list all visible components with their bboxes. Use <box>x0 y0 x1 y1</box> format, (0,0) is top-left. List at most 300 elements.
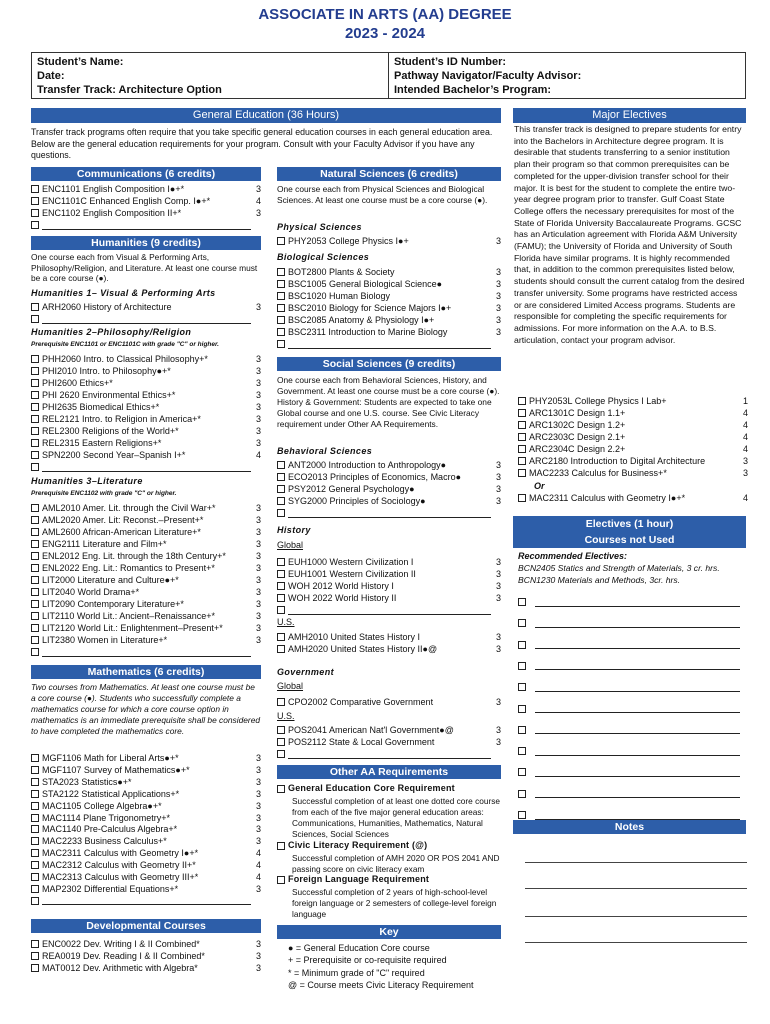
course-checkbox[interactable] <box>31 451 39 459</box>
course-checkbox[interactable] <box>277 645 285 653</box>
course-credits: 3 <box>255 587 261 597</box>
write-in-line[interactable] <box>42 315 251 324</box>
course-checkbox[interactable] <box>31 849 39 857</box>
course-row <box>277 592 501 604</box>
course-checkbox[interactable] <box>277 594 285 602</box>
course-name: BSC1020 Human Biology <box>288 291 391 301</box>
course-credits: 3 <box>255 939 261 949</box>
course-checkbox[interactable] <box>31 964 39 972</box>
elective-checkbox[interactable] <box>518 619 526 627</box>
requirement-description: Successful completion of at least one dotted core course from each of the five major general education areas: Communications, Humanities, Mathematics, Natural Sciences, Social Sciences <box>292 796 501 839</box>
elective-write-in-row <box>518 660 750 672</box>
course-row <box>31 502 261 514</box>
requirement-checkbox[interactable] <box>277 876 285 884</box>
blank-course-row <box>31 461 261 473</box>
course-checkbox[interactable] <box>31 504 39 512</box>
elective-checkbox[interactable] <box>518 726 526 734</box>
course-credits: 3 <box>255 539 261 549</box>
course-checkbox[interactable] <box>31 185 39 193</box>
course-checkbox[interactable] <box>31 576 39 584</box>
write-in-line[interactable] <box>288 750 491 759</box>
course-row <box>31 437 261 449</box>
course-checkbox[interactable] <box>31 861 39 869</box>
course-name: PHY2053 College Physics I●+ <box>288 236 409 246</box>
course-checkbox[interactable] <box>31 885 39 893</box>
behavioral-sciences-heading: Behavioral Sciences <box>277 446 373 456</box>
course-checkbox[interactable] <box>31 391 39 399</box>
course-name: EUH1001 Western Civilization II <box>288 569 416 579</box>
elective-checkbox[interactable] <box>518 790 526 798</box>
write-in-line[interactable] <box>288 606 491 615</box>
course-credits: 3 <box>495 569 501 579</box>
course-checkbox[interactable] <box>31 814 39 822</box>
blank-course-row <box>277 338 501 350</box>
course-name: LIT2090 Contemporary Literature+* <box>42 599 184 609</box>
course-credits: 3 <box>255 623 261 633</box>
course-name: AML2600 African-American Literature+* <box>42 527 201 537</box>
course-row <box>31 538 261 550</box>
course-checkbox[interactable] <box>277 316 285 324</box>
write-in-line[interactable] <box>535 640 740 649</box>
course-name: SPN2200 Second Year–Spanish I+* <box>42 450 186 460</box>
transfer-track-label: Transfer Track: Architecture Option <box>37 84 222 96</box>
write-in-line[interactable] <box>535 811 740 820</box>
blank-course-row <box>31 895 261 907</box>
course-name: POS2112 State & Local Government <box>288 737 435 747</box>
course-checkbox[interactable] <box>277 304 285 312</box>
course-row <box>277 266 501 278</box>
course-credits: 3 <box>495 581 501 591</box>
course-checkbox[interactable] <box>31 873 39 881</box>
requirement-checkbox[interactable] <box>277 785 285 793</box>
course-name: ARC2303C Design 2.1+ <box>529 432 626 442</box>
course-credits: 3 <box>255 563 261 573</box>
course-credits: 3 <box>255 788 261 799</box>
recommended-elective-2: BCN1230 Materials and Methods, 3cr. hrs. <box>518 575 681 585</box>
course-checkbox[interactable] <box>31 648 39 656</box>
course-checkbox[interactable] <box>31 778 39 786</box>
or-label: Or <box>534 481 545 491</box>
course-credits: 1 <box>742 396 748 406</box>
course-checkbox[interactable] <box>277 461 285 469</box>
course-credits: 3 <box>495 725 501 735</box>
course-row <box>277 736 501 748</box>
key-item: ● = General Education Core course <box>288 943 430 953</box>
write-in-line[interactable] <box>535 683 740 692</box>
course-credits: 3 <box>255 824 261 835</box>
course-name: LIT2040 World Drama+* <box>42 587 140 597</box>
course-checkbox[interactable] <box>31 427 39 435</box>
course-checkbox[interactable] <box>518 494 526 502</box>
major-electives-intro: This transfer track is designed to prepare students for entry into the Bachelors in Architecture degree program. It is desirable that students transferring to a senior institution plan their program so that common prerequisites can be completed for the upper-division transfer school for their major. It is best for the student to complete the entire two-year degree program prior to transfer. Gulf Coast State College offers the necessary prerequisites for most of the State of Florida University Baccalaureate Programs. GCSC has an Articulation agreement with Florida A&M University (FAMU); the University of Florida and University of South Florida have similar programs. It is highly recommended that, in addition to the common prerequisites listed below, students should consult the current catalog from the desired transfer university. Some programs have restricted access or are considered Limited Access programs. Students are responsible for completing the specific requirements for admissions. For more information on the A.A. to B.S. articulation, contact your program advisor. <box>514 124 745 345</box>
course-credits: 3 <box>255 836 261 847</box>
requirement-description: Successful completion of 2 years of high-school-level foreign language or 2 semesters of college-level foreign language <box>292 887 497 919</box>
course-checkbox[interactable] <box>277 750 285 758</box>
course-checkbox[interactable] <box>31 952 39 960</box>
key-item: @ = Course meets Civic Literacy Requirement <box>288 979 474 990</box>
electives-header-line2: Courses not Used <box>584 534 675 546</box>
course-checkbox[interactable] <box>31 754 39 762</box>
course-credits: 3 <box>255 883 261 894</box>
course-row <box>31 622 261 634</box>
course-name: AML2010 Amer. Lit. through the Civil War+* <box>42 503 216 513</box>
write-in-line[interactable] <box>535 619 740 628</box>
requirement-title <box>277 783 455 794</box>
course-row <box>31 353 261 365</box>
page-subtitle-year: 2023 - 2024 <box>344 25 426 42</box>
course-checkbox[interactable] <box>518 445 526 453</box>
course-checkbox[interactable] <box>277 485 285 493</box>
course-checkbox[interactable] <box>31 624 39 632</box>
course-checkbox[interactable] <box>277 738 285 746</box>
course-name: MAT0012 Dev. Arithmetic with Algebra* <box>42 963 198 973</box>
course-row <box>518 407 748 419</box>
humanities-header: Humanities (9 credits) <box>31 236 261 250</box>
humanities-philosophy-heading: Humanities 2–Philosophy/Religion <box>31 327 192 337</box>
course-name: LIT2110 World Lit.: Ancient–Renaissance+* <box>42 611 216 621</box>
course-name: LIT2380 Women in Literature+* <box>42 635 168 645</box>
government-us-label: U.S. <box>277 711 295 721</box>
course-checkbox[interactable] <box>31 403 39 411</box>
course-name: PSY2012 General Psychology● <box>288 484 415 494</box>
course-checkbox[interactable] <box>31 588 39 596</box>
history-heading: History <box>277 525 311 535</box>
notes-line[interactable] <box>525 888 747 889</box>
course-name: BSC2010 Biology for Science Majors I●+ <box>288 303 452 313</box>
write-in-line[interactable] <box>535 768 740 777</box>
course-row <box>31 526 261 538</box>
course-name: MGF1107 Survey of Mathematics●+* <box>42 764 190 775</box>
course-credits: 3 <box>495 593 501 603</box>
course-name: LIT2120 World Lit.: Enlightenment–Present+* <box>42 623 223 633</box>
course-checkbox[interactable] <box>31 825 39 833</box>
course-credits: 4 <box>255 872 261 882</box>
course-name: MAC2311 Calculus with Geometry I●+* <box>529 493 686 503</box>
course-checkbox[interactable] <box>31 197 39 205</box>
course-checkbox[interactable] <box>31 612 39 620</box>
write-in-line[interactable] <box>535 661 740 670</box>
course-name: BOT2800 Plants & Society <box>288 267 395 277</box>
write-in-line[interactable] <box>288 509 491 518</box>
course-checkbox[interactable] <box>31 528 39 536</box>
write-in-line[interactable] <box>535 725 740 734</box>
course-credits: 3 <box>255 184 261 194</box>
write-in-line[interactable] <box>535 704 740 713</box>
course-name: REL2315 Eastern Religions+* <box>42 438 162 448</box>
course-row <box>31 871 261 883</box>
advisor-label: Pathway Navigator/Faculty Advisor: <box>394 70 582 82</box>
course-credits: 3 <box>255 951 261 961</box>
course-name: BSC1005 General Biological Science● <box>288 279 443 289</box>
course-credits: 3 <box>255 438 261 448</box>
course-credits: 3 <box>255 414 261 424</box>
course-checkbox[interactable] <box>31 636 39 644</box>
course-checkbox[interactable] <box>518 433 526 441</box>
major-electives-header: Major Electives <box>513 108 746 123</box>
course-checkbox[interactable] <box>277 328 285 336</box>
course-row <box>31 413 261 425</box>
course-checkbox[interactable] <box>31 600 39 608</box>
course-row <box>31 883 261 895</box>
course-name: MAC1105 College Algebra●+* <box>42 800 162 811</box>
course-row <box>31 938 261 950</box>
course-row <box>518 431 748 443</box>
course-name: ECO2013 Principles of Economics, Macro● <box>288 472 462 482</box>
elective-checkbox[interactable] <box>518 747 526 755</box>
course-checkbox[interactable] <box>277 606 285 614</box>
course-name: ARC1302C Design 1.2+ <box>529 420 626 430</box>
key-item: * = Minimum grade of "C" required <box>288 967 425 978</box>
course-row <box>277 326 501 338</box>
recommended-electives-label: Recommended Electives: <box>518 551 628 561</box>
course-credits: 3 <box>255 503 261 513</box>
course-credits: 3 <box>495 632 501 642</box>
requirement-title <box>277 874 429 885</box>
course-checkbox[interactable] <box>31 802 39 810</box>
course-name: ENC0022 Dev. Writing I & II Combined* <box>42 939 200 949</box>
notes-header: Notes <box>513 820 746 834</box>
student-name-label: Student’s Name: <box>37 56 124 68</box>
humanities-literature-heading: Humanities 3–Literature <box>31 476 143 486</box>
elective-checkbox[interactable] <box>518 662 526 670</box>
humanities-visual-heading: Humanities 1– Visual & Performing Arts <box>31 288 216 298</box>
course-name: MGF1106 Math for Liberal Arts●+* <box>42 753 179 763</box>
course-name: MAC2313 Calculus with Geometry III+* <box>42 872 199 882</box>
elective-checkbox[interactable] <box>518 811 526 819</box>
course-checkbox[interactable] <box>277 473 285 481</box>
course-credits: 3 <box>255 527 261 537</box>
other-requirements-header: Other AA Requirements <box>277 765 501 779</box>
course-checkbox[interactable] <box>518 409 526 417</box>
course-name: ENC1101 English Composition I●+* <box>42 184 185 194</box>
course-credits: 4 <box>255 860 261 871</box>
course-checkbox[interactable] <box>277 280 285 288</box>
write-in-line[interactable] <box>288 340 491 349</box>
requirement-checkbox[interactable] <box>277 842 285 850</box>
course-credits: 3 <box>255 390 261 400</box>
course-credits: 3 <box>255 776 261 787</box>
write-in-line[interactable] <box>42 896 251 905</box>
course-row <box>31 847 261 859</box>
course-credits: 3 <box>255 302 261 312</box>
write-in-line[interactable] <box>535 789 740 798</box>
course-row <box>277 556 501 568</box>
course-row <box>31 764 261 776</box>
course-credits: 3 <box>255 611 261 621</box>
elective-write-in-row <box>518 745 750 757</box>
course-checkbox[interactable] <box>277 582 285 590</box>
course-credits: 3 <box>742 456 748 466</box>
course-name: AMH2020 United States History II●@ <box>288 644 438 654</box>
notes-line[interactable] <box>525 862 747 863</box>
course-row <box>277 631 501 643</box>
course-row <box>31 377 261 389</box>
government-heading: Government <box>277 667 335 677</box>
course-checkbox[interactable] <box>31 940 39 948</box>
course-row <box>518 419 748 431</box>
course-credits: 3 <box>495 267 501 277</box>
course-credits: 3 <box>495 279 501 289</box>
course-row <box>31 634 261 646</box>
student-info-box <box>31 52 746 99</box>
course-credits: 3 <box>495 315 501 325</box>
course-row <box>31 562 261 574</box>
course-name: MAC2311 Calculus with Geometry I●+* <box>42 848 199 859</box>
course-credits: 4 <box>742 493 748 503</box>
blank-course-row <box>31 313 261 325</box>
course-credits: 3 <box>495 697 501 707</box>
blank-course-row <box>277 507 501 519</box>
course-name: EUH1000 Western Civilization I <box>288 557 414 567</box>
course-name: AML2020 Amer. Lit: Reconst.–Present+* <box>42 515 204 525</box>
course-checkbox[interactable] <box>31 516 39 524</box>
history-global-label: Global <box>277 540 304 550</box>
course-checkbox[interactable] <box>31 897 39 905</box>
course-name: ARC1301C Design 1.1+ <box>529 408 626 418</box>
requirement-description: Successful completion of AMH 2020 OR POS 2041 AND passing score on civic literacy exam <box>292 853 500 874</box>
course-credits: 3 <box>255 812 261 823</box>
course-checkbox[interactable] <box>277 237 285 245</box>
course-credits: 3 <box>255 599 261 609</box>
course-row <box>31 586 261 598</box>
course-checkbox[interactable] <box>277 570 285 578</box>
course-row <box>277 235 501 247</box>
course-checkbox[interactable] <box>277 509 285 517</box>
course-row <box>31 800 261 812</box>
course-name: MAC2312 Calculus with Geometry II+* <box>42 860 196 871</box>
write-in-line[interactable] <box>42 648 251 657</box>
course-checkbox[interactable] <box>518 421 526 429</box>
mathematics-intro: Two courses from Mathematics. At least one course must be a core course (●). Students who successfully complete a mathematics course for which a core course option in mathematics is an immediate prerequisite shall be considered to have completed the mathematics core. <box>31 682 261 736</box>
elective-checkbox[interactable] <box>518 683 526 691</box>
course-checkbox[interactable] <box>277 497 285 505</box>
course-credits: 3 <box>255 551 261 561</box>
course-checkbox[interactable] <box>277 726 285 734</box>
course-checkbox[interactable] <box>277 268 285 276</box>
physical-sciences-heading: Physical Sciences <box>277 222 362 232</box>
course-checkbox[interactable] <box>277 558 285 566</box>
course-name: STA2122 Statistical Applications+* <box>42 788 180 799</box>
course-name: MAP2302 Differential Equations+* <box>42 883 179 894</box>
elective-write-in-row <box>518 617 750 629</box>
course-checkbox[interactable] <box>31 766 39 774</box>
course-checkbox[interactable] <box>31 463 39 471</box>
course-name: SYG2000 Principles of Sociology● <box>288 496 426 506</box>
elective-checkbox[interactable] <box>518 598 526 606</box>
course-checkbox[interactable] <box>31 540 39 548</box>
write-in-line[interactable] <box>535 598 740 607</box>
notes-line[interactable] <box>525 942 747 943</box>
course-checkbox[interactable] <box>518 469 526 477</box>
government-global-label: Global <box>277 681 304 691</box>
course-checkbox[interactable] <box>31 209 39 217</box>
course-row <box>31 812 261 824</box>
course-credits: 4 <box>742 408 748 418</box>
course-row <box>31 788 261 800</box>
course-checkbox[interactable] <box>277 292 285 300</box>
communications-header: Communications (6 credits) <box>31 167 261 181</box>
course-row <box>31 401 261 413</box>
notes-line[interactable] <box>525 916 747 917</box>
biological-sciences-heading: Biological Sciences <box>277 252 370 262</box>
course-row <box>31 752 261 764</box>
course-row <box>31 823 261 835</box>
course-name: AMH2010 United States History I <box>288 632 421 642</box>
course-credits: 3 <box>255 635 261 645</box>
course-row <box>277 471 501 483</box>
course-row <box>277 278 501 290</box>
course-name: ENL2012 Eng. Lit. through the 18th Century+* <box>42 551 226 561</box>
course-checkbox[interactable] <box>277 633 285 641</box>
elective-checkbox[interactable] <box>518 705 526 713</box>
course-name: MAC1114 Plane Trigonometry+* <box>42 812 170 823</box>
elective-checkbox[interactable] <box>518 641 526 649</box>
course-credits: 3 <box>495 460 501 470</box>
course-credits: 3 <box>255 426 261 436</box>
course-credits: 3 <box>255 354 261 364</box>
mathematics-header: Mathematics (6 credits) <box>31 665 261 679</box>
course-name: PHY2053L College Physics I Lab+ <box>529 396 667 406</box>
course-checkbox[interactable] <box>518 397 526 405</box>
page-title: ASSOCIATE IN ARTS (AA) DEGREE <box>258 6 512 23</box>
course-checkbox[interactable] <box>518 457 526 465</box>
bachelor-program-label: Intended Bachelor’s Program: <box>394 84 552 96</box>
course-checkbox[interactable] <box>31 439 39 447</box>
write-in-line[interactable] <box>42 463 251 472</box>
course-row <box>31 962 261 974</box>
course-name: BSC2085 Anatomy & Physiology I●+ <box>288 315 435 325</box>
course-checkbox[interactable] <box>31 221 39 229</box>
course-row <box>31 183 261 195</box>
course-credits: 3 <box>495 291 501 301</box>
natural-sciences-intro: One course each from Physical Sciences and Biological Sciences. At least one course must be a core course (●). <box>277 184 488 205</box>
course-row <box>277 580 501 592</box>
course-checkbox[interactable] <box>31 837 39 845</box>
course-checkbox[interactable] <box>31 564 39 572</box>
course-row <box>31 950 261 962</box>
course-checkbox[interactable] <box>277 698 285 706</box>
course-name: STA2023 Statistics●+* <box>42 776 132 787</box>
course-row <box>277 568 501 580</box>
course-checkbox[interactable] <box>31 415 39 423</box>
course-checkbox[interactable] <box>31 790 39 798</box>
key-item: + = Prerequisite or co-requisite required <box>288 955 447 966</box>
course-checkbox[interactable] <box>31 355 39 363</box>
course-row <box>31 610 261 622</box>
recommended-elective-1: BCN2405 Statics and Strength of Materials, 3 cr. hrs. <box>518 563 720 573</box>
course-credits: 3 <box>495 327 501 337</box>
course-checkbox[interactable] <box>31 552 39 560</box>
philosophy-prereq: Prerequisite ENC1101 or ENC1101C with grade "C" or higher. <box>31 341 219 348</box>
course-checkbox[interactable] <box>31 379 39 387</box>
key-header: Key <box>277 925 501 939</box>
write-in-line[interactable] <box>42 221 251 230</box>
course-checkbox[interactable] <box>31 315 39 323</box>
elective-checkbox[interactable] <box>518 768 526 776</box>
course-name: POS2041 American Nat'l Government●@ <box>288 725 454 735</box>
course-name: MAC2233 Business Calculus+* <box>42 836 167 847</box>
course-row <box>518 492 748 504</box>
course-checkbox[interactable] <box>31 367 39 375</box>
elective-write-in-row <box>518 639 750 651</box>
course-name: LIT2000 Literature and Culture●+* <box>42 575 179 585</box>
elective-write-in-row <box>518 703 750 715</box>
course-name: CPO2002 Comparative Government <box>288 697 434 707</box>
course-checkbox[interactable] <box>31 303 39 311</box>
course-name: REA0019 Dev. Reading I & II Combined* <box>42 951 205 961</box>
write-in-line[interactable] <box>535 747 740 756</box>
course-checkbox[interactable] <box>277 340 285 348</box>
